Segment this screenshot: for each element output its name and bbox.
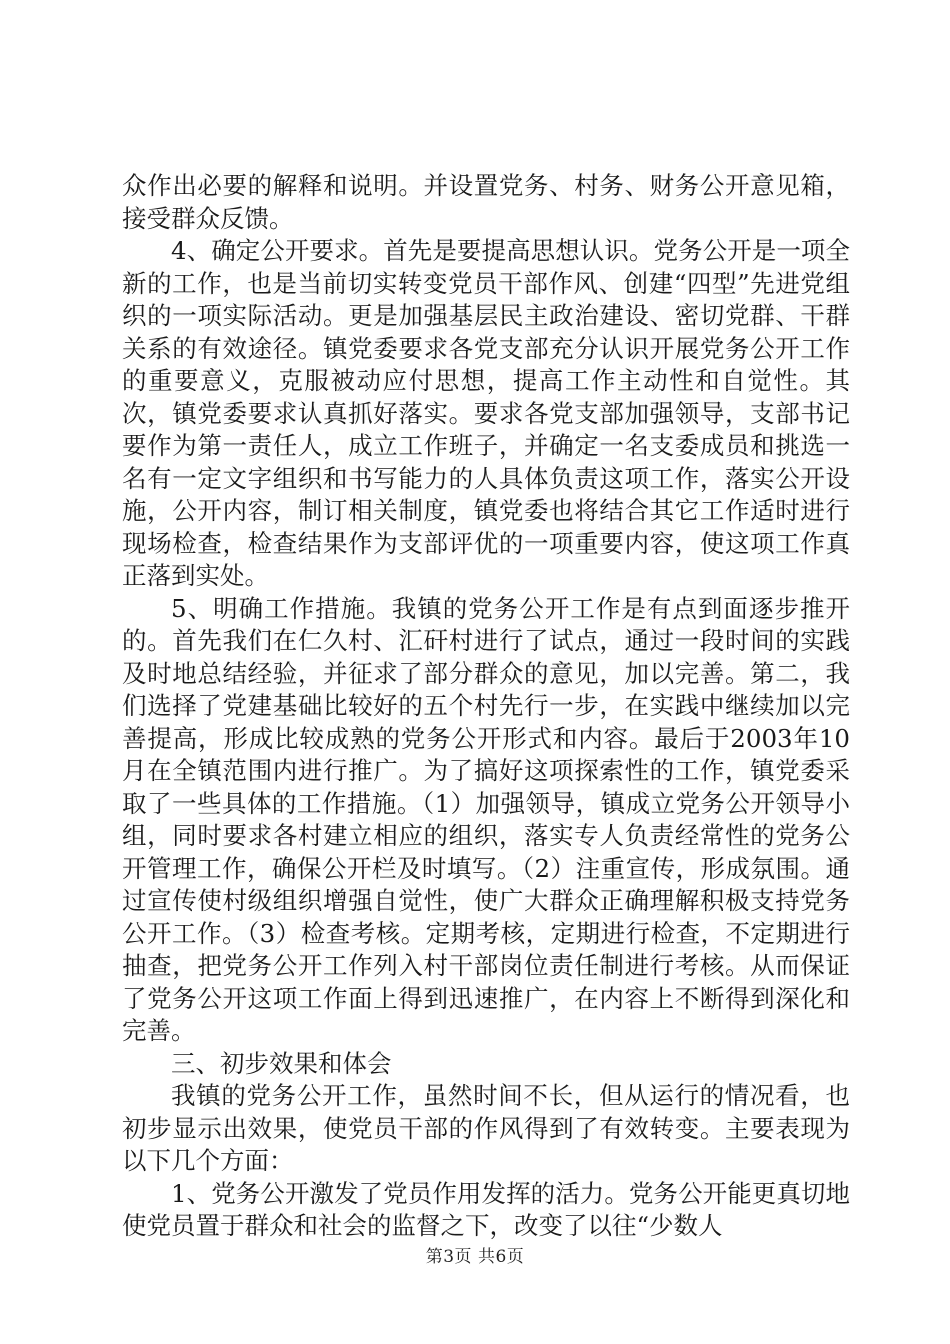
paragraph-result-1: 1、党务公开激发了党员作用发挥的活力。党务公开能更真切地使党员置于群众和社会的监督之下，改变了以往“少数人	[122, 1178, 850, 1240]
document-body	[122, 170, 850, 1243]
paragraph-results-intro: 我镇的党务公开工作，虽然时间不长，但从运行的情况看，也初步显示出效果，使党员干部的作风得到了有效转变。主要表现为以下几个方面：	[122, 1081, 850, 1175]
paragraph-item-4-requirements: 4、确定公开要求。首先是要提高思想认识。党务公开是一项全新的工作，也是当前切实转变党员干部作风、创建“四型”先进党组织的一项实际活动。更是加强基层民主政治建设、密切党群、干群关系的有效途径。镇党委要求各党支部充分认识开展党务公开工作的重要意义，克服被动应付思想，提高工作主动性和自觉性。其次，镇党委要求认真抓好落实。要求各党支部加强领导，支部书记要作为第一责任人，成立工作班子，并确定一名支委成员和挑选一名有一定文字组织和书写能力的人具体负责这项工作，落实公开设施，公开内容，制订相关制度，镇党委也将结合其它工作适时进行现场检查，检查结果作为支部评优的一项重要内容，使这项工作真正落到实处。	[122, 236, 850, 590]
page-number-footer: 第3页 共6页	[425, 1247, 525, 1267]
section-heading-results: 三、初步效果和体会	[171, 1048, 392, 1078]
paragraph-continuation: 众作出必要的解释和说明。并设置党务、村务、财务公开意见箱，接受群众反馈。	[122, 171, 850, 233]
paragraph-item-5-measures: 5、明确工作措施。我镇的党务公开工作是有点到面逐步推开的。首先我们在仁久村、汇矸村进行了试点，通过一段时间的实践及时地总结经验，并征求了部分群众的意见，加以完善。第二，我们选择了党建基础比较好的五个村先行一步，在实践中继续加以完善提高，形成比较成熟的党务公开形式和内容。最后于2003年10月在全镇范围内进行推广。为了搞好这项探索性的工作，镇党委采取了一些具体的工作措施。（1）加强领导，镇成立党务公开领导小组，同时要求各村建立相应的组织，落实专人负责经常性的党务公开管理工作，确保公开栏及时填写。（2）注重宣传，形成氛围。通过宣传使村级组织增强自觉性，使广大群众正确理解积极支持党务公开工作。（3）检查考核。定期考核，定期进行检查，不定期进行抽查，把党务公开工作列入村干部岗位责任制进行考核。从而保证了党务公开这项工作面上得到迅速推广，在内容上不断得到深化和完善。	[122, 593, 850, 1045]
